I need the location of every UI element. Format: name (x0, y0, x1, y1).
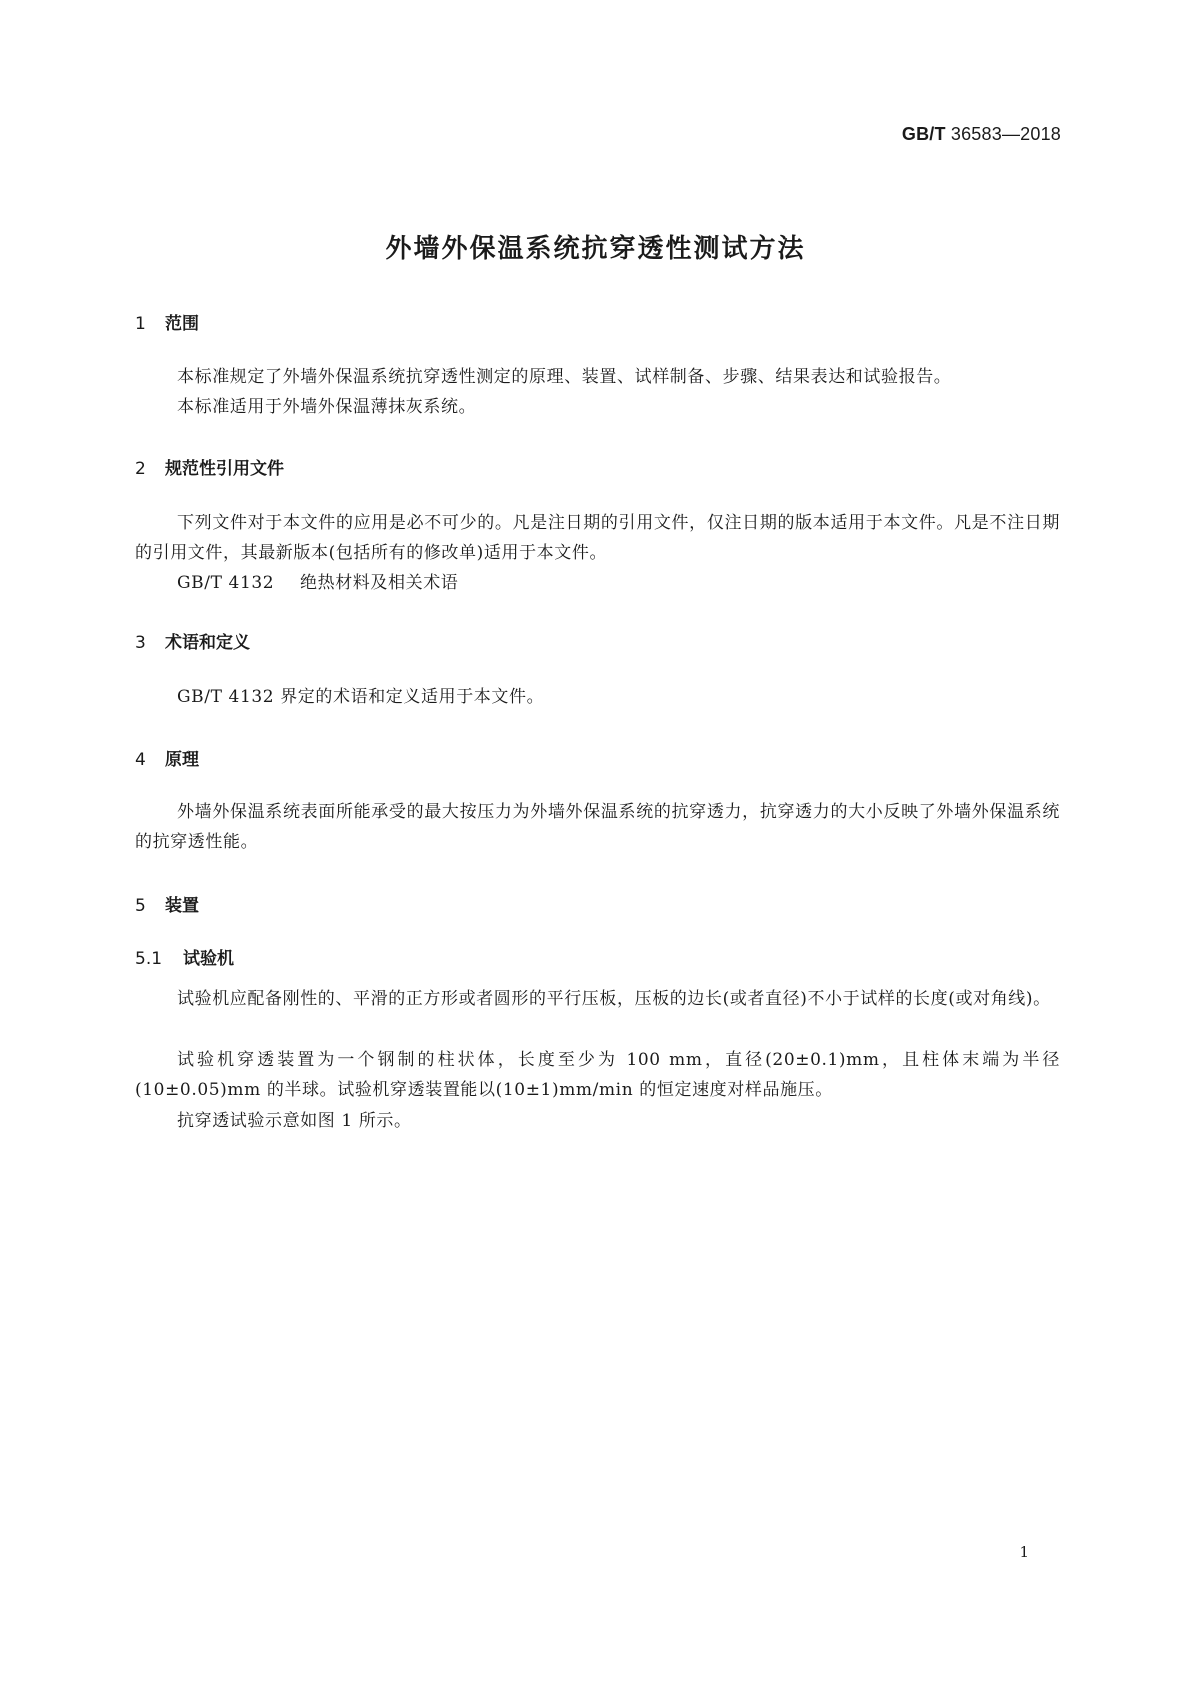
paragraph-scope-1: 本标准规定了外墙外保温系统抗穿透性测定的原理、装置、试样制备、步骤、结果表达和试验报告。 (177, 367, 952, 387)
page-number: 1 (1019, 1543, 1029, 1561)
paragraph-testing-machine-1: 试验机应配备刚性的、平滑的正方形或者圆形的平行压板，压板的边长(或者直径)不小于试样的长度(或对角线)。 (177, 989, 1051, 1009)
section-number: 2 (135, 459, 146, 479)
standard-number (902, 124, 1061, 145)
standard-code: GB/T (901, 124, 946, 144)
paragraph-testing-machine-3: 抗穿透试验示意如图 1 所示。 (177, 1111, 412, 1131)
section-title: 原理 (165, 750, 199, 770)
reference-code: GB/T 4132 (177, 573, 275, 593)
section-heading-normative-references (135, 454, 284, 479)
section-title: 术语和定义 (165, 633, 250, 653)
section-heading-scope (135, 309, 199, 334)
section-title: 规范性引用文件 (165, 459, 284, 479)
subsection-number: 5.1 (135, 949, 163, 969)
section-title: 范围 (165, 314, 199, 334)
paragraph-terms-definitions: GB/T 4132 界定的术语和定义适用于本文件。 (177, 687, 545, 707)
section-number: 5 (135, 896, 146, 916)
section-heading-principle (135, 745, 199, 770)
section-heading-terms-definitions (135, 628, 250, 653)
paragraph-principle: 外墙外保温系统表面所能承受的最大按压力为外墙外保温系统的抗穿透力，抗穿透力的大小反映了外墙外保温系统的抗穿透性能。 (135, 802, 1060, 852)
section-number: 1 (135, 314, 146, 334)
paragraph-normative-references: 下列文件对于本文件的应用是必不可少的。凡是注日期的引用文件，仅注日期的版本适用于本文件。凡是不注日期的引用文件，其最新版本(包括所有的修改单)适用于本文件。 (135, 513, 1060, 563)
document-title: 外墙外保温系统抗穿透性测试方法 (385, 234, 806, 264)
standard-year-number: 36583—2018 (950, 124, 1061, 144)
section-heading-apparatus (135, 891, 199, 916)
subsection-heading-testing-machine (135, 944, 234, 969)
section-title: 装置 (165, 896, 199, 916)
paragraph-testing-machine-2: 试验机穿透装置为一个钢制的柱状体，长度至少为 100 mm，直径(20±0.1)mm，且柱体末端为半径(10±0.05)mm 的半球。试验机穿透装置能以(10±1)mm/min 的恒定速度对样品施压。 (135, 1050, 1060, 1100)
reference-entry (177, 568, 458, 598)
section-number: 3 (135, 633, 146, 653)
paragraph-scope-2: 本标准适用于外墙外保温薄抹灰系统。 (177, 397, 477, 417)
section-number: 4 (135, 750, 146, 770)
reference-title: 绝热材料及相关术语 (300, 573, 459, 593)
subsection-title: 试验机 (183, 949, 234, 969)
